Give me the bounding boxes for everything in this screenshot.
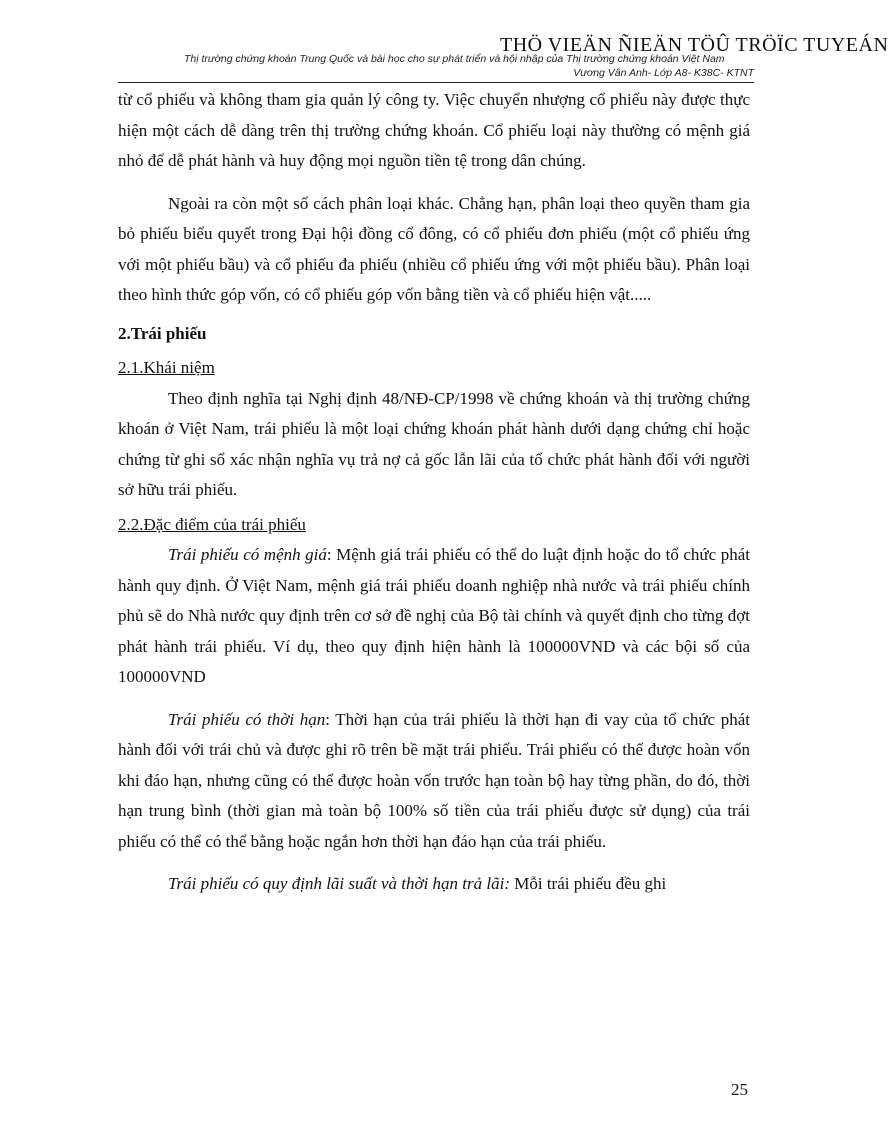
paragraph: từ cổ phiếu và không tham gia quản lý công ty. Việc chuyển nhượng cổ phiếu này được thực hiện một cách dễ dàng trên thị trường chứng khoán. Cổ phiếu loại này thường có mệnh giá nhỏ để dễ phát hành và huy động mọi nguồn tiền tệ trong dân chúng. <box>118 90 750 170</box>
running-header-author: Vương Vân Anh- Lớp A8- K38C- KTNT <box>573 67 754 79</box>
paragraph-text: Mỗi trái phiếu đều ghi <box>509 874 667 893</box>
paragraph: Theo định nghĩa tại Nghị định 48/NĐ-CP/1998 về chứng khoán và thị trường chứng khoán ở Việt Nam, trái phiếu là một loại chứng khoán phát hành dưới dạng chứng chỉ hoặc chứng từ ghi sổ xác nhận nghĩa vụ trả nợ cả gốc lẫn lãi của tổ chức phát hành đối với người sở hữu trái phiếu. <box>118 388 750 499</box>
subsection-heading: 2.2.Đặc điểm của trái phiếu <box>118 514 306 534</box>
subsection-heading: 2.1.Khái niệm <box>118 358 215 377</box>
term-emphasis: Trái phiếu có thời hạn <box>168 709 326 729</box>
paragraph <box>118 869 750 900</box>
section-heading: 2.Trái phiếu <box>118 323 207 343</box>
term-emphasis: Trái phiếu có mệnh giá <box>168 545 327 564</box>
library-watermark: THÖ VIEÄN ÑIEÄN TÖÛ TRÖÏC TUYEÁN <box>500 34 888 56</box>
paragraph-text: : Mệnh giá trái phiếu có thể do luật định hoặc do tổ chức phát hành quy định. Ở Việt Nam, mệnh giá trái phiếu doanh nghiệp nhà nước và trái phiếu chính phủ sẽ do Nhà nước quy định trên cơ sở đề nghị của Bộ tài chính và quyết định cho từng đợt phát hành trái phiếu. Ví dụ, theo quy định hiện hành là 100000VND và các bội số của 100000VND <box>118 545 750 686</box>
paragraph <box>118 705 750 858</box>
paragraph-text: : Thời hạn của trái phiếu là thời hạn đi vay của tổ chức phát hành đối với trái chủ và được ghi rõ trên bề mặt trái phiếu. Trái phiếu có thể được hoàn vốn khi đáo hạn, nhưng cũng có thể được hoàn vốn trước hạn toàn bộ hay từng phần, do đó, thời hạn trung bình (thời gian mà toàn bộ 100% số tiền của trái phiếu được sử dụng) của trái phiếu có thể có thể bằng hoặc ngắn hơn thời hạn đáo hạn của trái phiếu. <box>118 709 750 851</box>
paragraph <box>118 540 750 693</box>
running-header-title: Thị trường chứng khoán Trung Quốc và bài học cho sự phát triển và hội nhập của Thị trường chứng khoán Việt Nam <box>184 53 725 65</box>
term-emphasis: Trái phiếu có quy định lãi suất và thời hạn trả lãi: <box>168 874 510 893</box>
paragraph: Ngoài ra còn một số cách phân loại khác. Chẳng hạn, phân loại theo quyền tham gia bỏ phiếu biểu quyết trong Đại hội đồng cổ đông, có cổ phiếu đơn phiếu (một cổ phiếu ứng với một phiếu bầu) và cổ phiếu đa phiếu (nhiều cổ phiếu ứng với một phiếu bầu). Phân loại theo hình thức góp vốn, có cổ phiếu góp vốn bằng tiền và cổ phiếu hiện vật..... <box>118 193 750 304</box>
page-number: 25 <box>731 1080 748 1099</box>
body-text <box>118 85 750 900</box>
header-divider <box>118 82 754 83</box>
